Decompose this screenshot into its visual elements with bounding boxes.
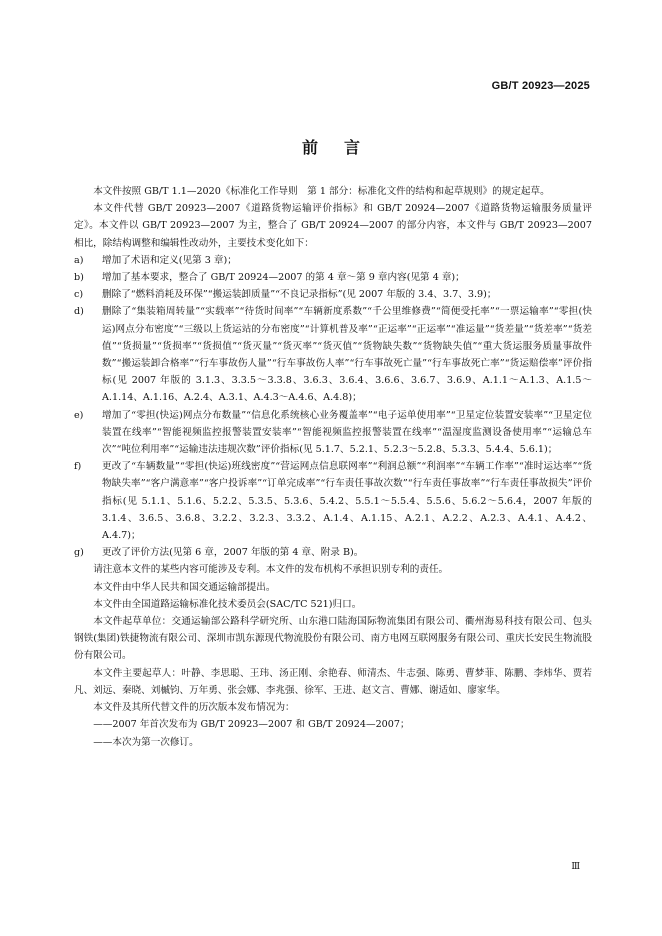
list-text: 删除了“燃料消耗及环保”“搬运装卸质量”“不良记录指标”(见 2007 年版的 3.4、3.7、3.9)； — [102, 289, 497, 301]
history-item: ——2007 年首次发布为 GB/T 20923—2007 和 GB/T 20924—2007； — [93, 719, 410, 731]
change-item-b — [74, 269, 592, 286]
list-text: 删除了“集装箱周转量”“实载率”“待货时间率”“车辆新度系数”“千公里维修费”“简便受托率”“一票运输率”“零担(快运)网点分布密度”“三级以上货运站的分布密度”“计算机普及率”“正运率”“正运率”“准运量”“货差量”“货差率”“货差值”“货损量”“货损率”“货损值”“货灭量”“货灭率”“货灭值”“货物缺失数”“货物缺失值”“重大货运服务质量事故件数”“搬运装卸合格率”“行车事故伤人量”“行车事故伤人率”“行车事故死亡量”“行车事故死亡率”“货运赔偿率”评价指标(见 2007 年版的 3.1.3、3.3.5～3.3.8、3.6.3、3.6.4、3.6.6、3.6.7、3.6.9、A.1.1～A.1.3、A.1.5～A.1.14、A.1.16、A.2.4、A.3.1、A.4.3～A.4.6、A.4.8)； — [102, 306, 592, 404]
paragraph: 本文件由全国道路运输标准化技术委员会(SAC/TC 521)归口。 — [93, 598, 362, 610]
change-item-f — [74, 458, 592, 544]
list-marker: d) — [74, 306, 84, 318]
list-marker: c) — [74, 289, 84, 301]
list-marker: e) — [74, 409, 84, 421]
paragraph: 本文件及其所代替文件的历次版本发布情况为： — [93, 702, 295, 714]
standard-code: GB/T 20923—2025 — [491, 80, 590, 92]
paragraph: 本文件起草单位：交通运输部公路科学研究所、山东港口陆海国际物流集团有限公司、衢州海易科技有限公司、包头钢铁(集团)铁捷物流有限公司、深圳市凯东源现代物流股份有限公司、南方电网互联网服务有限公司、重庆长安民生物流股份有限公司。 — [74, 616, 592, 662]
page-number: Ⅲ — [571, 862, 580, 872]
list-text: 更改了“车辆数量”“零担(快运)班线密度”“营运网点信息联网率”“利润总额”“利润率”“车辆工作率”“准时运达率”“货物缺失率”“客户满意率”“客户投诉率”“订单完成率”“行车责任事故次数”“行车责任事故率”“行车责任事故损失”评价指标(见 5.1.1、5.1.6、5.2.2、5.3.5、5.3.6、5.4.2、5.5.1～5.5.4、5.5.6、5.6.2～5.6.4，2007 年版的 3.1.4、3.6.5、3.6.8、3.2.2、3.2.3、3.3.2、A.1.4、A.1.15、A.2.1、A.2.2、A.2.3、A.4.1、A.4.2、A.4.7)； — [102, 461, 592, 542]
list-text: 增加了术语和定义(见第 3 章)； — [102, 254, 237, 266]
change-item-d — [74, 303, 592, 406]
list-marker: f) — [74, 461, 82, 473]
change-item-g — [74, 544, 592, 561]
list-marker: a) — [74, 254, 84, 266]
list-text: 增加了“零担(快运)网点分布数量”“信息化系统核心业务覆盖率”“电子运单使用率”“卫星定位装置安装率”“卫星定位装置在线率”“智能视频监控报警装置安装率”“智能视频监控报警装置在线率”“温湿度监测设备使用率”“运输总车次”“吨位利用率”“运输违法违规次数”评价指标(见 5.1.7、5.2.1、5.2.3～5.2.8、5.3.3、5.4.4、5.6.1)； — [102, 409, 592, 456]
paragraph: 请注意本文件的某些内容可能涉及专利。本文件的发布机构不承担识别专利的责任。 — [93, 564, 449, 576]
page-title: 前言 — [301, 138, 386, 157]
list-marker: g) — [74, 547, 84, 559]
paragraph: 本文件由中华人民共和国交通运输部提出。 — [93, 581, 276, 593]
list-text: 更改了评价方法(见第 6 章，2007 年版的第 4 章、附录 B)。 — [102, 547, 364, 559]
change-item-a — [74, 252, 592, 269]
document-body — [74, 183, 592, 751]
paragraph: 本文件按照 GB/T 1.1—2020《标准化工作导则 第 1 部分：标准化文件的结构和起草规则》的规定起草。 — [93, 186, 550, 197]
change-item-c — [74, 286, 592, 303]
paragraph: 本文件代替 GB/T 20923—2007《道路货物运输评价指标》和 GB/T 20924—2007《道路货物运输服务质量评定》。本文件以 GB/T 20923—2007 为主，整合了 GB/T 20924—2007 的部分内容，本文件与 GB/T 20923—2007 相比，除结构调整和编辑性改动外，主要技术变化如下： — [74, 203, 592, 249]
paragraph: 本文件主要起草人：叶静、李思聪、王玮、汤正刚、余艳春、师清杰、牛志强、陈勇、曹梦菲、陈鹏、李炜华、贾若凡、刘远、秦晓、刘槭钧、万年勇、张会娜、李兆强、徐军、王进、赵文言、曹娜、谢适如、廖家华。 — [74, 667, 592, 696]
change-item-e — [74, 407, 592, 459]
list-marker: b) — [74, 272, 84, 284]
list-text: 增加了基本要求，整合了 GB/T 20924—2007 的第 4 章～第 9 章内容(见第 4 章)； — [102, 272, 465, 284]
history-item: ——本次为第一次修订。 — [93, 736, 199, 748]
